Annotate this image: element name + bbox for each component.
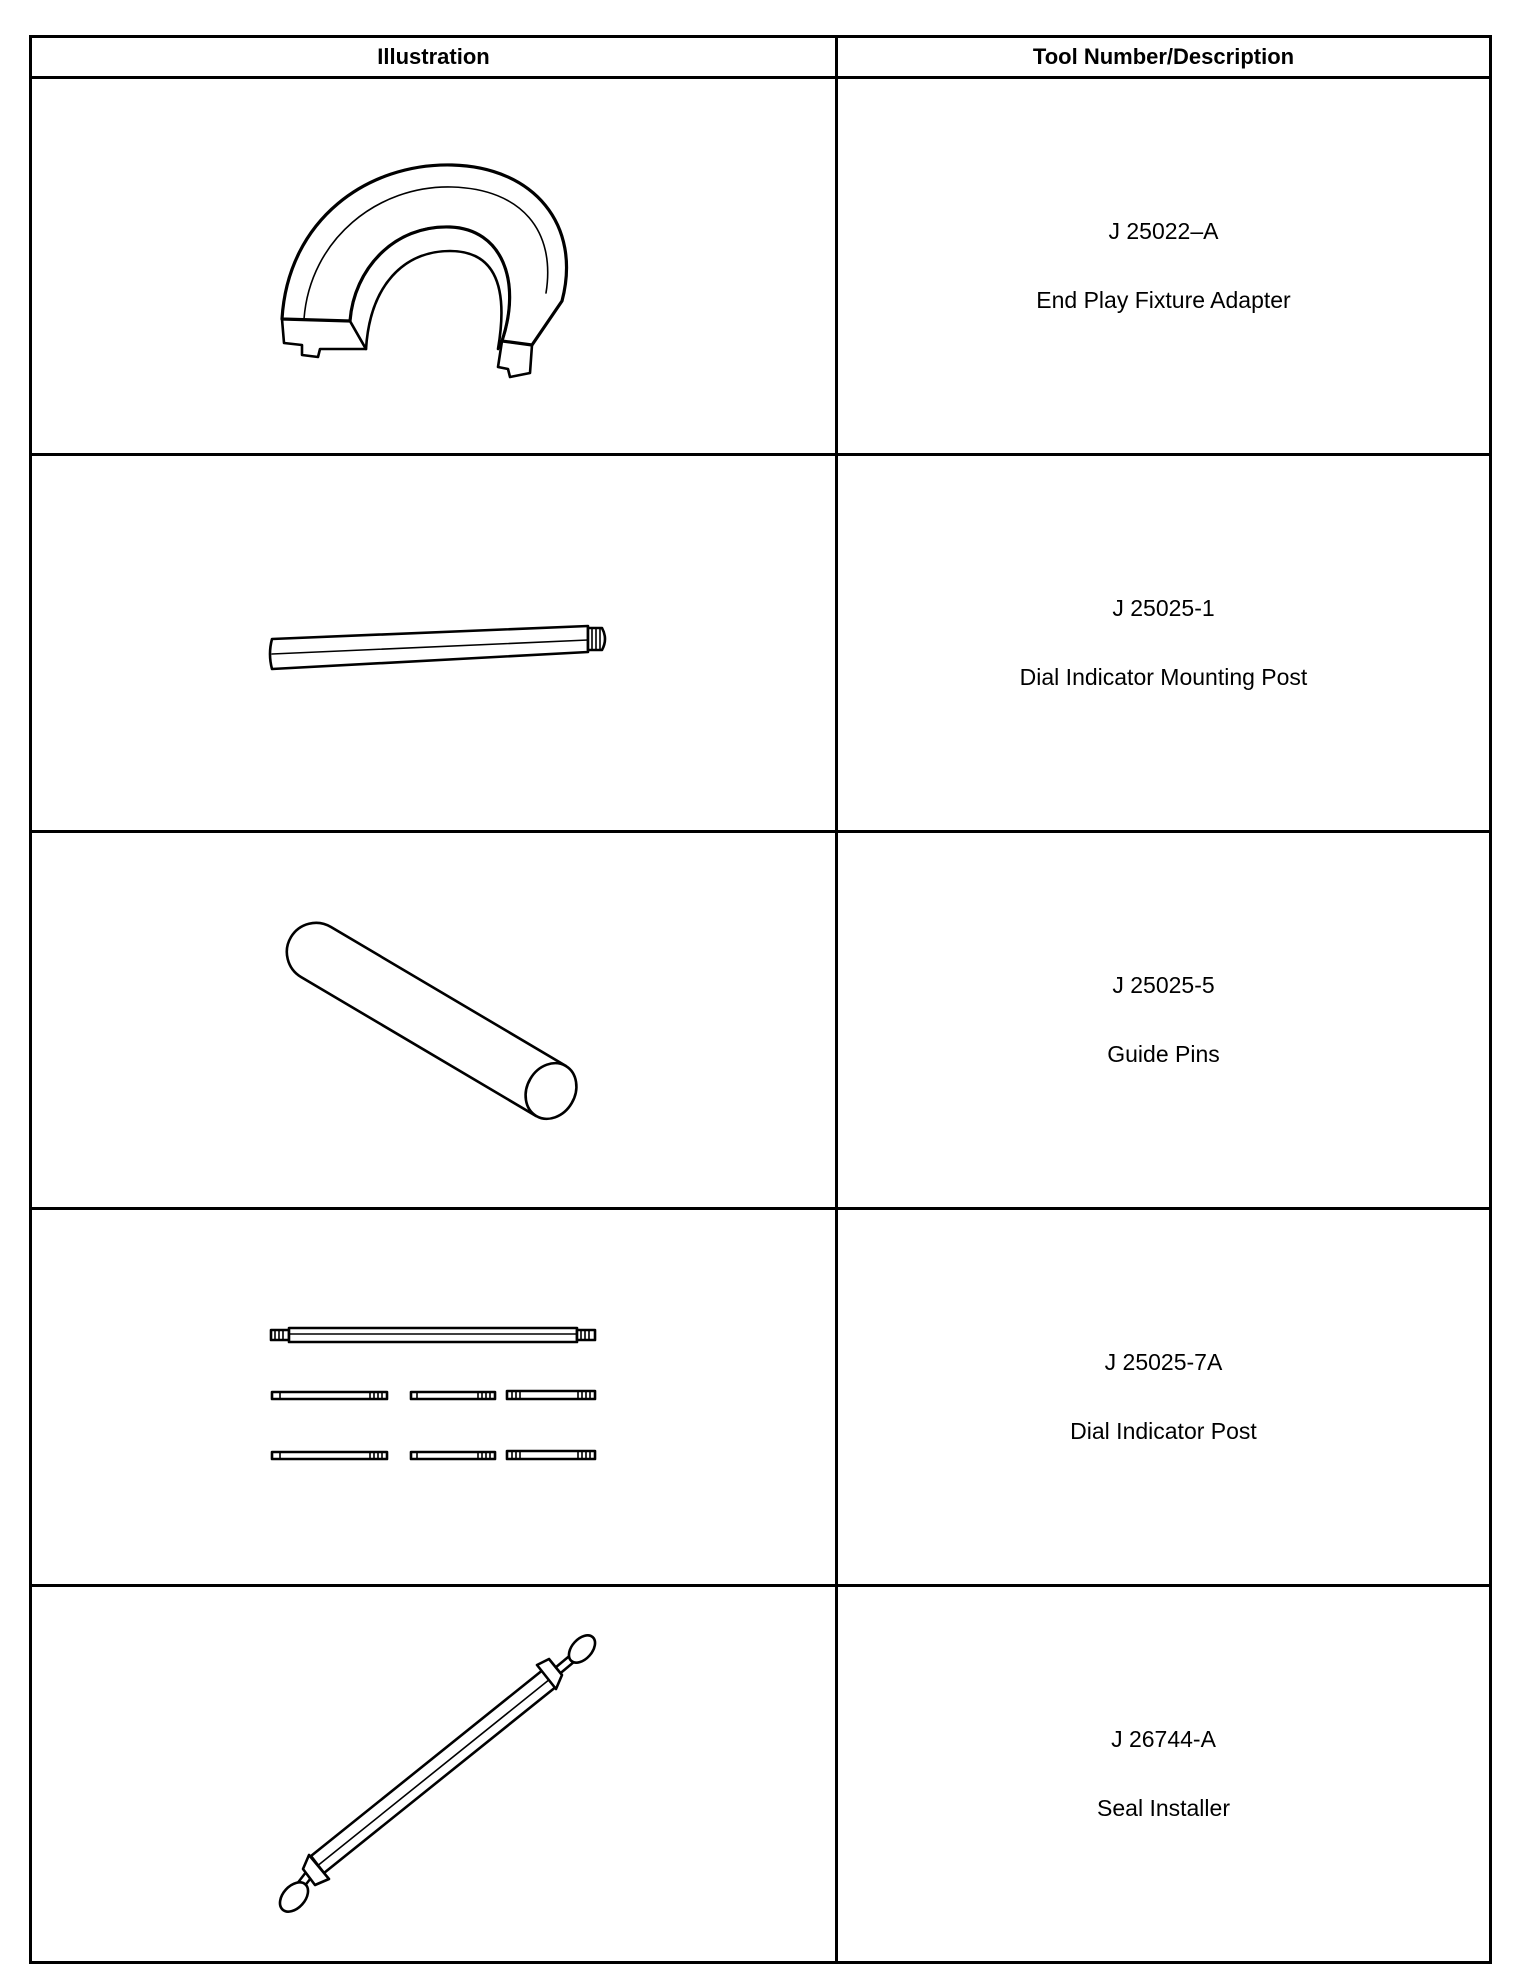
tool-description-cell <box>837 455 1491 832</box>
table-row <box>31 455 1491 832</box>
tool-description: Seal Installer <box>1097 1795 1230 1821</box>
tool-description: Dial Indicator Post <box>1070 1418 1257 1444</box>
tool-description-cell <box>837 1586 1491 1963</box>
tool-description: Guide Pins <box>1107 1041 1220 1067</box>
tool-number: J 25025-5 <box>1112 972 1215 998</box>
tool-number: J 25025-1 <box>1112 595 1215 621</box>
table-row <box>31 832 1491 1209</box>
table-row <box>31 78 1491 455</box>
table-header-row <box>31 37 1491 78</box>
tool-table <box>29 35 1492 1964</box>
illustration-cell <box>31 78 837 455</box>
header-illustration: Illustration <box>31 37 837 78</box>
illustration-cell <box>31 455 837 832</box>
header-tool-number-description: Tool Number/Description <box>837 37 1491 78</box>
tool-number: J 25022–A <box>1108 218 1219 244</box>
dial-indicator-mounting-post-icon <box>32 456 838 830</box>
guide-pin-icon <box>32 833 838 1207</box>
tool-description-cell <box>837 832 1491 1209</box>
illustration-cell <box>31 1586 837 1963</box>
tool-description-cell <box>837 78 1491 455</box>
tool-number: J 26744-A <box>1111 1726 1216 1752</box>
dial-indicator-post-set-icon <box>32 1210 838 1584</box>
table-row <box>31 1209 1491 1586</box>
tool-number: J 25025-7A <box>1104 1349 1223 1375</box>
end-play-fixture-adapter-icon <box>32 79 838 453</box>
tool-description: Dial Indicator Mounting Post <box>1019 664 1308 690</box>
tool-description: End Play Fixture Adapter <box>1036 287 1291 313</box>
tool-description-cell <box>837 1209 1491 1586</box>
illustration-cell <box>31 832 837 1209</box>
seal-installer-icon <box>32 1587 838 1961</box>
table-row <box>31 1586 1491 1963</box>
illustration-cell <box>31 1209 837 1586</box>
